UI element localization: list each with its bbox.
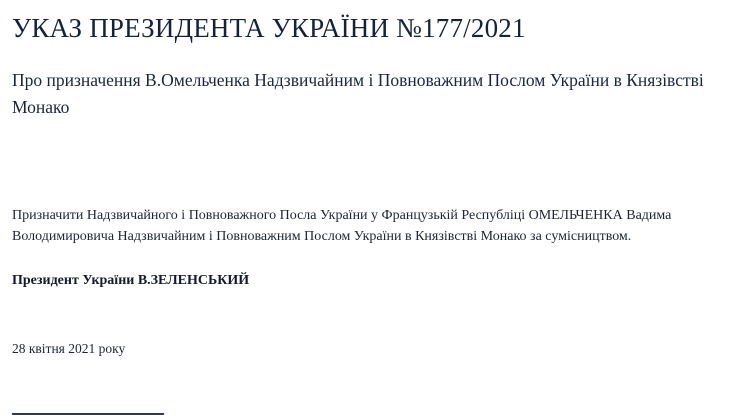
title-body-separator — [12, 121, 734, 205]
document-subtitle: Про призначення В.Омельченка Надзвичайним і Повноважним Послом України в Князівстві Монако — [12, 69, 704, 118]
document-signature: Президент України В.ЗЕЛЕНСЬКИЙ — [12, 272, 250, 288]
document-date: 28 квітня 2021 року — [12, 340, 126, 356]
document-body-text: Призначити Надзвичайного і Повноважного Посла України у Французькій Республіці ОМЕЛЬЧЕНКА Вадима Володимировича Надзвичайним і Повноважним Послом України в Князівстві Монако за сумісництвом. — [12, 208, 672, 245]
page-title: УКАЗ ПРЕЗИДЕНТА УКРАЇНИ №177/2021 — [12, 13, 526, 43]
